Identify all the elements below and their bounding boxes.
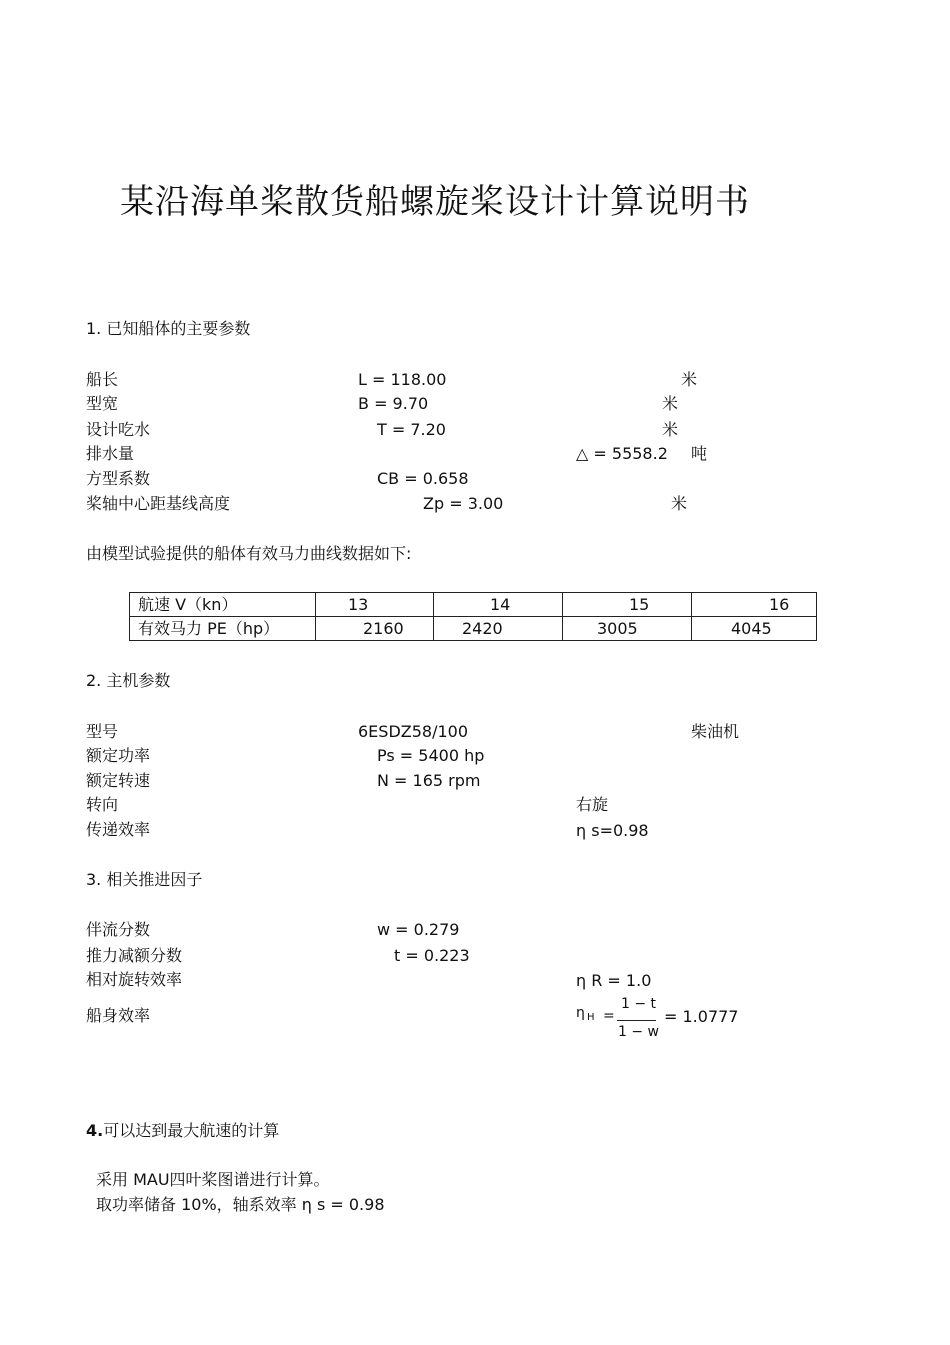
table-cell: 2420 [434, 617, 563, 641]
engine-value-power: Ps = 5400 hp [377, 746, 485, 765]
table-cell: 2160 [316, 617, 434, 641]
table-cell: 13 [316, 593, 434, 617]
factor-value-wake: w = 0.279 [377, 920, 460, 939]
param-unit-shaft-height: 米 [671, 494, 688, 513]
table-cell: 16 [692, 593, 817, 617]
hull-efficiency-formula [576, 996, 739, 1046]
param-label-length: 船长 [86, 370, 119, 389]
param-unit-draft: 米 [662, 420, 679, 439]
engine-label-model: 型号 [86, 722, 119, 741]
eta-symbol: η [576, 1005, 585, 1021]
table-cell: 3005 [563, 617, 692, 641]
table-header-speed: 航速 V（kn） [130, 593, 316, 617]
engine-value-rotation: 右旋 [576, 795, 609, 814]
param-label-block-coefficient: 方型系数 [86, 469, 151, 488]
section-2-heading: 2. 主机参数 [86, 671, 171, 690]
eta-subscript: H [587, 1012, 595, 1023]
param-value-breadth: B = 9.70 [358, 394, 429, 413]
engine-value-model: 6ESDZ58/100 [358, 722, 469, 741]
param-label-displacement: 排水量 [86, 444, 135, 463]
engine-label-transmission: 传递效率 [86, 820, 151, 839]
param-value-draft: T = 7.20 [377, 420, 446, 439]
param-label-breadth: 型宽 [86, 394, 119, 413]
document-title: 某沿海单桨散货船螺旋桨设计计算说明书 [120, 182, 750, 222]
power-reserve-line: 取功率储备 10%，轴系效率 η s = 0.98 [96, 1195, 385, 1214]
engine-label-power: 额定功率 [86, 746, 151, 765]
engine-label-speed: 额定转速 [86, 771, 151, 790]
factor-label-wake: 伴流分数 [86, 920, 151, 939]
table-header-power: 有效马力 PE（hp） [130, 617, 316, 641]
param-unit-breadth: 米 [662, 394, 679, 413]
table-row [130, 593, 817, 617]
engine-label-rotation: 转向 [86, 795, 119, 814]
factor-label-hull-efficiency: 船身效率 [86, 1006, 151, 1025]
table-cell: 15 [563, 593, 692, 617]
param-label-draft: 设计吃水 [86, 420, 151, 439]
engine-type: 柴油机 [691, 722, 740, 741]
curve-intro-text: 由模型试验提供的船体有效马力曲线数据如下: [86, 544, 412, 563]
section-1-heading: 1. 已知船体的主要参数 [86, 319, 251, 338]
engine-value-speed: N = 165 rpm [377, 771, 481, 790]
table-row [130, 617, 817, 641]
fraction-bar [617, 1020, 656, 1021]
param-unit-length: 米 [681, 370, 698, 389]
param-unit-displacement: 吨 [691, 444, 708, 463]
equals-sign: = [603, 1008, 615, 1024]
hull-efficiency-result: = 1.0777 [664, 1007, 739, 1026]
fraction-numerator: 1 − t [621, 996, 657, 1012]
section-4-number: 4. [86, 1121, 104, 1140]
param-label-shaft-height: 桨轴中心距基线高度 [86, 494, 231, 513]
factor-label-thrust-deduction: 推力减额分数 [86, 946, 183, 965]
table-cell: 14 [434, 593, 563, 617]
section-3-heading: 3. 相关推进因子 [86, 870, 203, 889]
method-line: 采用 MAU四叶桨图谱进行计算。 [96, 1170, 330, 1189]
effective-power-table [129, 592, 817, 641]
factor-label-relative-rotative: 相对旋转效率 [86, 970, 183, 989]
param-value-block-coefficient: CB = 0.658 [377, 469, 469, 488]
param-value-displacement: △ = 5558.2 [576, 444, 668, 463]
param-value-length: L = 118.00 [358, 370, 447, 389]
engine-value-transmission: η s=0.98 [576, 821, 649, 840]
section-4-heading [86, 1121, 279, 1141]
table-cell: 4045 [692, 617, 817, 641]
factor-value-relative-rotative: η R = 1.0 [576, 971, 652, 990]
fraction-denominator: 1 − w [618, 1024, 659, 1040]
param-value-shaft-height: Zp = 3.00 [423, 494, 504, 513]
section-4-title: 可以达到最大航速的计算 [103, 1121, 280, 1140]
factor-value-thrust-deduction: t = 0.223 [394, 946, 470, 965]
